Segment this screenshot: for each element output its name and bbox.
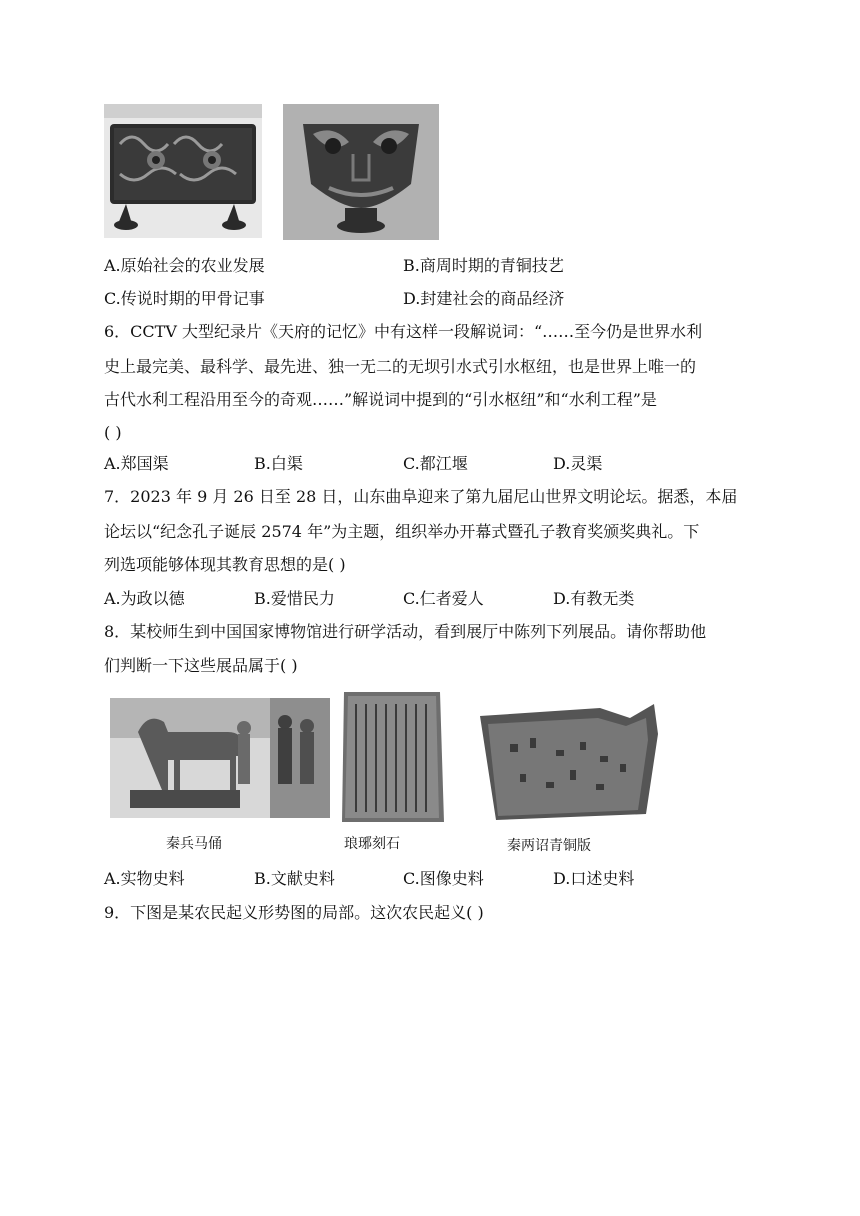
option-c: C.图像史料 bbox=[403, 869, 484, 888]
option-d: D.有教无类 bbox=[553, 589, 635, 608]
option-a: A.为政以德 bbox=[104, 589, 185, 608]
qin-bronze-edict-plate-photo bbox=[470, 694, 664, 830]
langya-stone-inscription-photo bbox=[338, 686, 448, 834]
option-d: D.灵渠 bbox=[553, 454, 603, 473]
option-d: D.口述史料 bbox=[553, 869, 635, 888]
option-c: C.传说时期的甲骨记事 bbox=[104, 289, 265, 308]
option-b: B.白渠 bbox=[254, 454, 303, 473]
option-c: C.都江堰 bbox=[403, 454, 468, 473]
option-c: C.仁者爱人 bbox=[403, 589, 484, 608]
figure-3-caption: 秦两诏青铜版 bbox=[507, 838, 591, 854]
question-6-line-3: 古代水利工程沿用至今的奇观……”解说词中提到的“引水枢纽”和“水利工程”是 bbox=[104, 390, 657, 409]
question-6-line-2: 史上最完美、最科学、最先进、独一无二的无坝引水式引水枢纽，也是世界上唯一的 bbox=[104, 357, 697, 376]
question-9-line-1: 9．下图是某农民起义形势图的局部。这次农民起义( ) bbox=[104, 903, 484, 922]
question-7-line-3: 列选项能够体现其教育思想的是( ) bbox=[104, 555, 346, 574]
option-a: A.实物史料 bbox=[104, 869, 185, 888]
option-b: B.商周时期的青铜技艺 bbox=[403, 256, 564, 275]
option-d: D.封建社会的商品经济 bbox=[403, 289, 565, 308]
question-6-line-1: 6．CCTV 大型纪录片《天府的记忆》中有这样一段解说词：“……至今仍是世界水利 bbox=[104, 322, 703, 341]
question-7-line-1: 7．2023 年 9 月 26 日至 28 日，山东曲阜迎来了第九届尼山世界文明论坛。据悉，本届 bbox=[104, 487, 738, 506]
bronze-ding-photo bbox=[104, 104, 262, 238]
figure-1-caption: 秦兵马俑 bbox=[166, 836, 222, 852]
option-a: A.郑国渠 bbox=[104, 454, 169, 473]
terracotta-warriors-photo bbox=[110, 698, 330, 818]
bronze-mask-photo bbox=[283, 104, 439, 240]
option-a: A.原始社会的农业发展 bbox=[104, 256, 265, 275]
question-7-line-2: 论坛以“纪念孔子诞辰 2574 年”为主题，组织举办开幕式暨孔子教育奖颁奖典礼。下 bbox=[104, 522, 700, 541]
option-b: B.文献史料 bbox=[254, 869, 335, 888]
figure-2-caption: 琅琊刻石 bbox=[344, 836, 400, 852]
question-6-answer-blank: ( ) bbox=[104, 423, 122, 442]
question-8-line-1: 8．某校师生到中国国家博物馆进行研学活动，看到展厅中陈列下列展品。请你帮助他 bbox=[104, 622, 707, 641]
question-8-line-2: 们判断一下这些展品属于( ) bbox=[104, 656, 298, 675]
option-b: B.爱惜民力 bbox=[254, 589, 335, 608]
